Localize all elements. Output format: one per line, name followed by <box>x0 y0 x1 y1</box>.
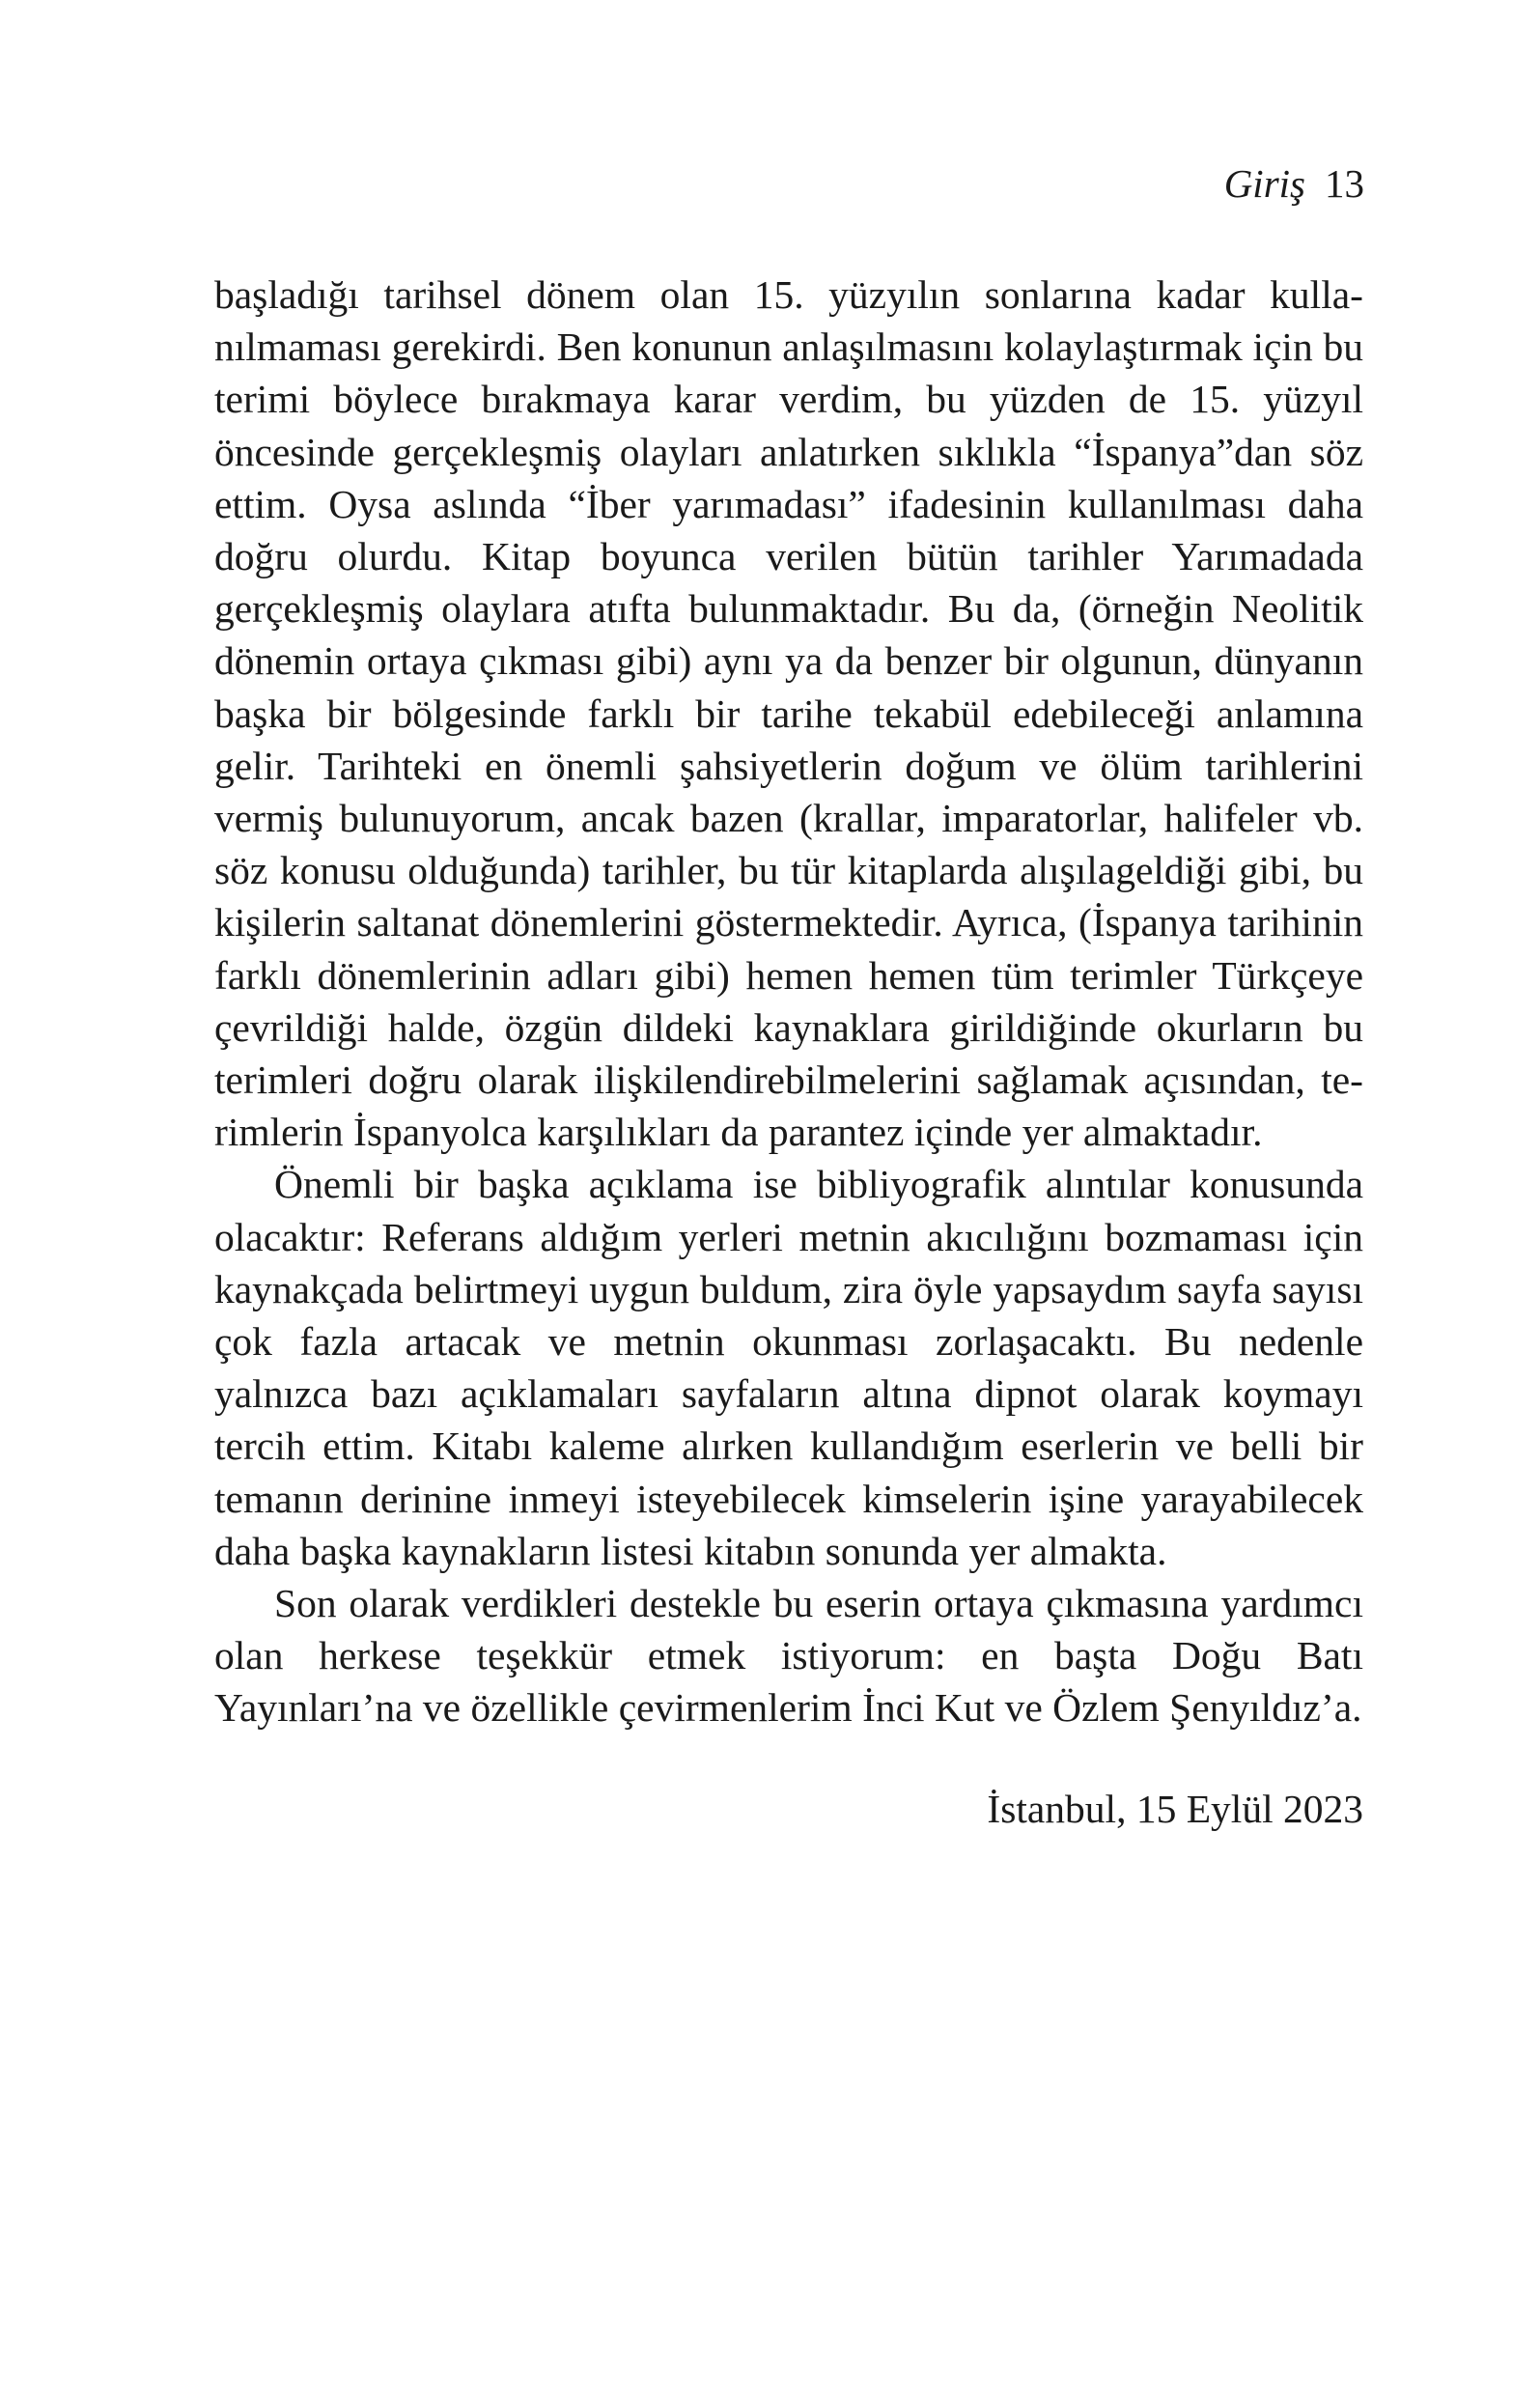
page-number: 13 <box>1325 161 1364 206</box>
place-date-signature: İstanbul, 15 Eylül 2023 <box>987 1786 1363 1831</box>
section-title: Giriş <box>1223 161 1305 206</box>
running-header <box>1223 161 1364 206</box>
paragraph-1: başladığı tarihsel dönem olan 15. yüzyılın sonlarına kadar kullanılmaması gerekirdi. Ben konunun anlaşılmasını kolaylaştırmak için bu terimi böylece bırakmaya karar verdim, bu yüzden de 15. yüzyıl öncesinde gerçekleşmiş olayları anlatırken sıklıkla “İspanya”dan söz ettim. Oysa aslında “İber yarımadası” ifadesinin kullanılması daha doğru olurdu. Kitap boyunca verilen bütün tarihler Yarımadada gerçekleşmiş olaylara atıfta bulunmaktadır. Bu da, (örneğin Neolitik dönemin ortaya çıkması gibi) aynı ya da benzer bir olgunun, dünyanın başka bir bölgesinde farklı bir tarihe tekabül edebileceği anlamına gelir. Tarihteki en önemli şahsiyetlerin doğum ve ölüm tarihlerini vermiş bulunuyorum, ancak bazen (krallar, imparatorlar, halifeler vb. söz konusu olduğunda) tarihler, bu tür kitaplarda alışılageldiği gibi, bu kişilerin saltanat dönemlerini göstermektedir. Ayrıca, (İspanya tarihinin farklı dönemlerinin adları gibi) hemen hemen tüm terimler Türkçeye çevrildiği halde, özgün dildeki kaynaklara girildiğinde okurların bu terimleri doğru olarak ilişkilendirebilmelerini sağlamak açısından, terimlerin İspanyolca karşılıkları da parantez içinde yer almaktadır. <box>214 272 1363 1155</box>
paragraph-3: Son olarak verdikleri destekle bu eserin ortaya çıkmasına yardımcı olan herkese teşekkür etmek istiyorum: en başta Doğu Batı Yayınları’na ve özellikle çevirmenlerim İnci Kut ve Özlem Şenyıldız’a. <box>214 1581 1363 1731</box>
paragraph-2: Önemli bir başka açıklama ise bibliyografik alıntılar konusunda olacaktır: Referans aldığım yerleri metnin akıcılığını bozmaması için kaynakçada belirtmeyi uygun buldum, zira öyle yapsaydım sayfa sayısı çok fazla artacak ve metnin okunması zorlaşacaktı. Bu nedenle yalnızca bazı açıklamaları sayfaların altına dipnot olarak koymayı tercih ettim. Kitabı kaleme alırken kullandığım eserlerin ve belli bir temanın derinine inmeyi isteyebilecek kimselerin işine yarayabilecek daha başka kaynakların listesi kitabın sonunda yer almakta. <box>214 1162 1363 1573</box>
body-text <box>214 268 1363 1835</box>
